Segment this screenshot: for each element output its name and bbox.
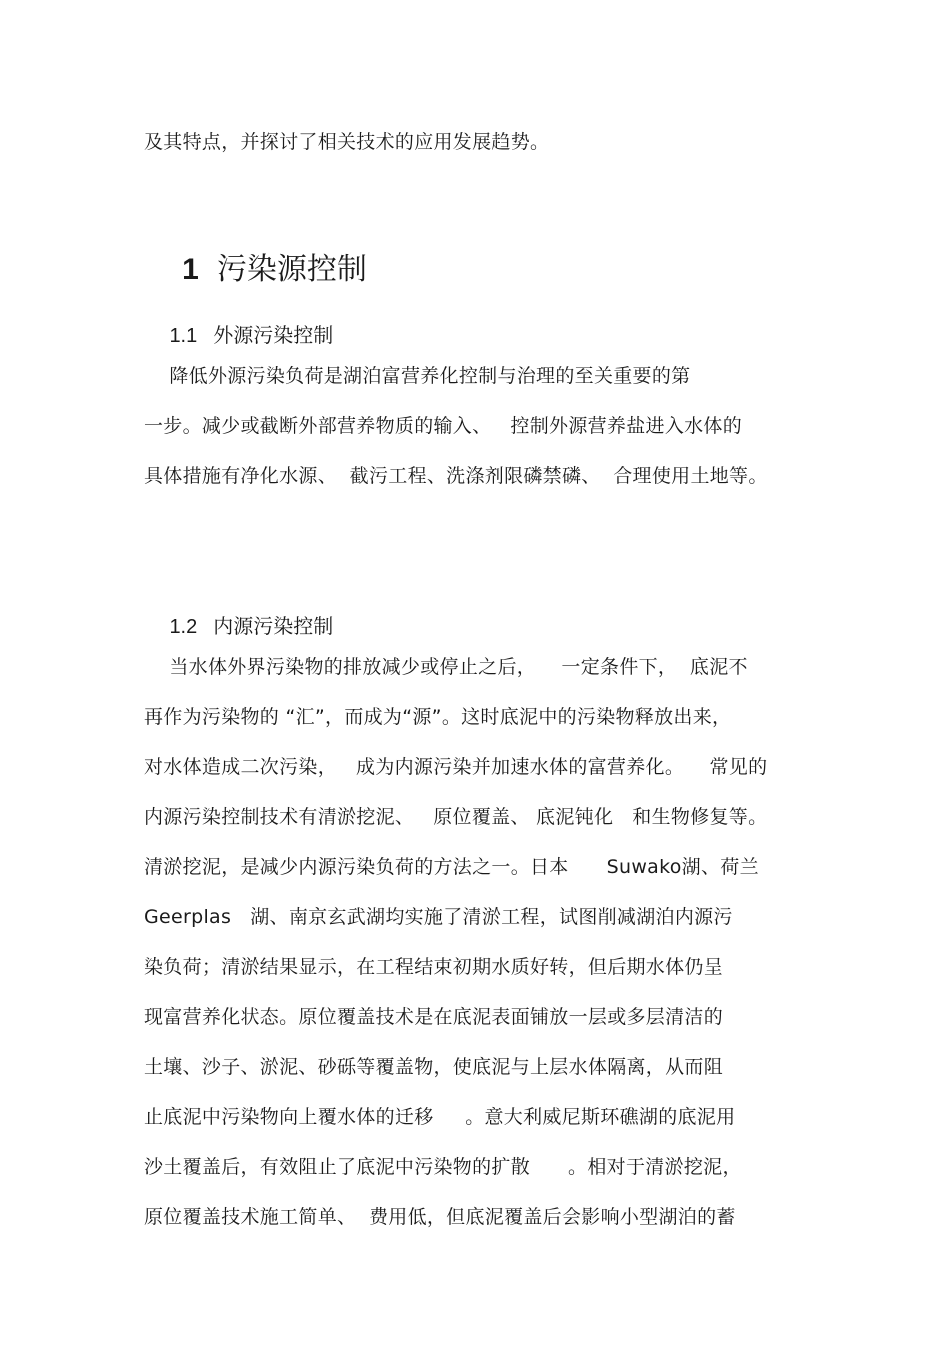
paragraph-line: 对水体造成二次污染， 成为内源污染并加速水体的富营养化。 常见的 (144, 756, 768, 778)
paragraph-line: 内源污染控制技术有清淤挖泥、 原位覆盖、 底泥钝化 和生物修复等。 (144, 806, 768, 828)
section-1-1-number: 1.1 (169, 325, 198, 347)
paragraph-line: Geerplas 湖、南京玄武湖均实施了清淤工程，试图削减湖泊内源污 (144, 906, 733, 928)
paragraph-line: 沙土覆盖后，有效阻止了底泥中污染物的扩散 。相对于清淤挖泥， (144, 1156, 742, 1178)
section-1-2-title: 内源污染控制 (213, 614, 334, 638)
paragraph-line: 具体措施有净化水源、 截污工程、洗涤剂限磷禁磷、 合理使用土地等。 (144, 465, 768, 487)
paragraph-line: 一步。减少或截断外部营养物质的输入、 控制外源营养盐进入水体的 (144, 415, 743, 437)
paragraph-line: 现富营养化状态。原位覆盖技术是在底泥表面铺放一层或多层清洁的 (144, 1006, 724, 1028)
paragraph-line: 原位覆盖技术施工简单、 费用低，但底泥覆盖后会影响小型湖泊的蓄 (144, 1206, 736, 1228)
section-1-1-title: 外源污染控制 (213, 323, 334, 347)
paragraph-line: 清淤挖泥，是减少内源污染负荷的方法之一。日本 Suwako湖、荷兰 (144, 856, 759, 878)
paragraph-line: 当水体外界污染物的排放减少或停止之后， 一定条件下， 底泥不 (144, 656, 748, 678)
paragraph-line: 降低外源污染负荷是湖泊富营养化控制与治理的至关重要的第 (144, 365, 691, 387)
paragraph-line: 染负荷；清淤结果显示，在工程结束初期水质好转，但后期水体仍呈 (144, 956, 724, 978)
intro-line: 及其特点，并探讨了相关技术的应用发展趋势。 (144, 131, 550, 153)
section-1-2-number: 1.2 (169, 616, 198, 638)
paragraph-line: 止底泥中污染物向上覆水体的迁移 。意大利威尼斯环礁湖的底泥用 (144, 1106, 736, 1128)
paragraph-line: 土壤、沙子、淤泥、砂砾等覆盖物，使底泥与上层水体隔离，从而阻 (144, 1056, 724, 1078)
section-1-number: 1 (182, 253, 199, 286)
paragraph-line: 再作为污染物的 “汇”，而成为“源”。这时底泥中的污染物释放出来， (144, 706, 732, 728)
section-1-title: 污染源控制 (216, 252, 367, 287)
